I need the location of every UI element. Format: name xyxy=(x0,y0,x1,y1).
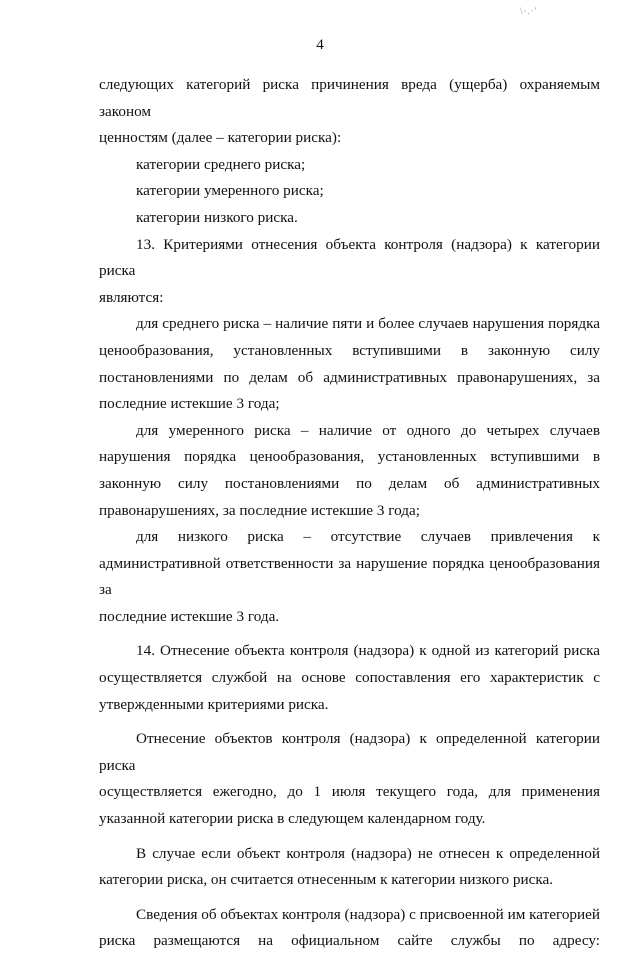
text-line: осуществляется ежегодно, до 1 июля текущего года, для применения xyxy=(99,783,600,801)
text-line: В случае если объект контроля (надзора) не отнесен к определенной xyxy=(136,844,600,862)
text-line: последние истекшие 3 года; xyxy=(99,395,280,413)
text-line: утвержденными критериями риска. xyxy=(99,695,329,713)
text-line: категории риска, он считается отнесенным к категории низкого риска. xyxy=(99,871,554,889)
page-number: 4 xyxy=(316,37,324,53)
text-line: риска размещаются на официальном сайте службы по адресу: xyxy=(99,932,600,950)
text-line: для среднего риска – наличие пяти и более случаев нарушения порядка xyxy=(136,315,600,333)
document-body xyxy=(99,72,600,955)
text-line: осуществляется службой на основе сопоставления его характеристик с xyxy=(99,669,600,687)
text-line: нарушения порядка ценообразования, установленных вступившими в xyxy=(99,448,600,466)
text-line: ценностям (далее – категории риска): xyxy=(99,129,342,147)
list-item: категории низкого риска. xyxy=(136,208,298,226)
text-line: следующих категорий риска причинения вреда (ущерба) охраняемым законом xyxy=(99,76,600,120)
text-line: ценообразования, установленных вступившими в законную силу xyxy=(99,341,600,359)
text-line: последние истекшие 3 года. xyxy=(99,607,280,625)
text-line: 14. Отнесение объекта контроля (надзора) к одной из категорий риска xyxy=(136,642,600,660)
list-item: категории умеренного риска; xyxy=(136,182,324,200)
text-line: Отнесение объектов контроля (надзора) к определенной категории риска xyxy=(99,730,600,774)
text-line: Сведения об объектах контроля (надзора) с присвоенной им категорией xyxy=(136,905,601,923)
text-line: постановлениями по делам об административных правонарушениях, за xyxy=(99,368,600,386)
text-line: для низкого риска – отсутствие случаев привлечения к xyxy=(136,528,600,546)
text-line: 13. Критериями отнесения объекта контроля (надзора) к категории риска xyxy=(99,235,600,280)
corner-mark: \·.·' xyxy=(520,6,538,16)
text-line: законную силу постановлениями по делам об административных xyxy=(99,474,600,492)
text-line: являются: xyxy=(99,288,164,306)
text-line: административной ответственности за нарушение порядка ценообразования за xyxy=(99,554,600,599)
text-line: указанной категории риска в следующем календарном году. xyxy=(99,810,486,828)
list-item: категории среднего риска; xyxy=(136,155,306,173)
text-line: для умеренного риска – наличие от одного до четырех случаев xyxy=(136,421,600,439)
text-line: правонарушениях, за последние истекшие 3 года; xyxy=(99,501,420,519)
